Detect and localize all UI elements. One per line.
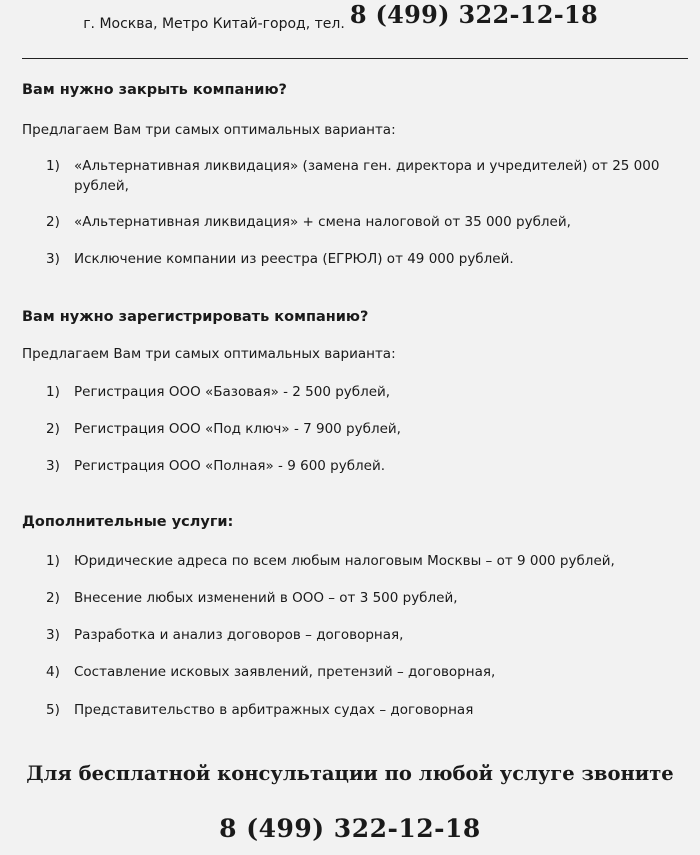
list-item [46, 212, 672, 232]
list-item-number: 1) [46, 553, 60, 569]
list-item [46, 249, 672, 269]
list-item-number: 2) [46, 590, 60, 606]
list-item [46, 662, 672, 682]
list-item-number: 3) [46, 458, 60, 474]
header [0, 0, 700, 40]
list-item-text: «Альтернативная ликвидация» (замена ген. директора и учредителей) от 25 000 рублей, [74, 158, 660, 194]
list-item [46, 419, 672, 439]
list-item-number: 1) [46, 384, 60, 400]
list-item-text: Составление исковых заявлений, претензий – договорная, [74, 664, 496, 680]
list-item-number: 1) [46, 158, 60, 174]
list-item-number: 3) [46, 627, 60, 643]
list-item-text: Регистрация ООО «Базовая» - 2 500 рублей, [74, 384, 391, 400]
list-item [46, 456, 672, 476]
section-heading-extra-services: Дополнительные услуги: [22, 514, 234, 530]
list-item-text: Юридические адреса по всем любым налоговым Москвы – от 9 000 рублей, [74, 553, 615, 569]
section-intro-register: Предлагаем Вам три самых оптимальных варианта: [22, 346, 396, 362]
list-item-text: Регистрация ООО «Под ключ» - 7 900 рублей, [74, 421, 401, 437]
list-item-text: Внесение любых изменений в ООО – от 3 500 рублей, [74, 590, 458, 606]
list-item-text: Исключение компании из реестра (ЕГРЮЛ) от 49 000 рублей. [74, 251, 514, 267]
list-item [46, 382, 672, 402]
header-address: г. Москва, Метро Китай-город, тел. [83, 16, 345, 32]
list-item [46, 625, 672, 645]
list-item [46, 700, 672, 720]
list-item-number: 2) [46, 421, 60, 437]
section-intro-close: Предлагаем Вам три самых оптимальных варианта: [22, 122, 396, 138]
list-item [46, 551, 672, 571]
section-heading-close: Вам нужно закрыть компанию? [22, 82, 287, 98]
list-item [46, 156, 672, 196]
footer-phone: 8 (499) 322-12-18 [219, 814, 481, 843]
section-heading-register: Вам нужно зарегистрировать компанию? [22, 309, 369, 325]
list-item-text: Регистрация ООО «Полная» - 9 600 рублей. [74, 458, 386, 474]
list-item [46, 588, 672, 608]
header-phone: 8 (499) 322-12-18 [349, 0, 598, 29]
list-item-number: 2) [46, 214, 60, 230]
list-item-text: Разработка и анализ договоров – договорная, [74, 627, 404, 643]
list-item-number: 5) [46, 702, 60, 718]
list-item-text: Представительство в арбитражных судах – договорная [74, 702, 474, 718]
list-item-text: «Альтернативная ликвидация» + смена налоговой от 35 000 рублей, [74, 214, 571, 230]
list-item-number: 3) [46, 251, 60, 267]
call-to-action: Для бесплатной консультации по любой услуге звоните [26, 762, 674, 785]
list-item-number: 4) [46, 664, 60, 680]
header-divider [22, 58, 688, 59]
